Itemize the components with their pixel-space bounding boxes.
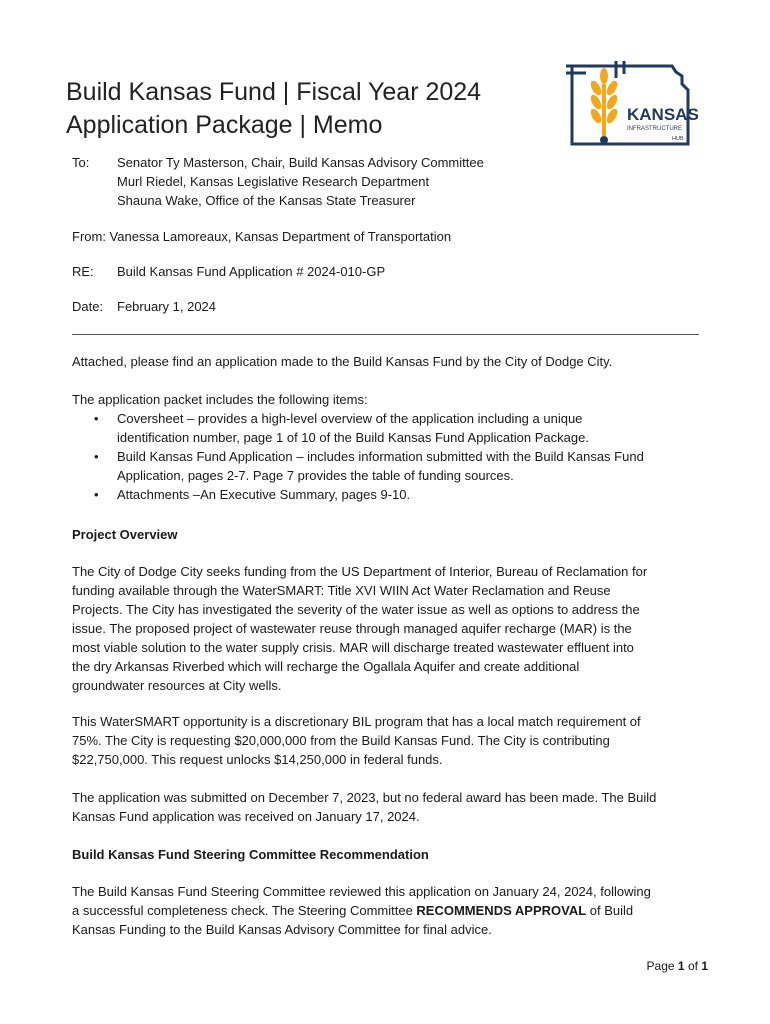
paragraph-line: The application was submitted on December 7, 2023, but no federal award has been made. The Build	[72, 790, 657, 805]
packet-items-list	[72, 409, 692, 504]
paragraph-line: the dry Arkansas Riverbed which will recharge the Ogallala Aquifer and create additional	[72, 659, 580, 674]
project-overview-heading: Project Overview	[72, 527, 178, 542]
list-item-line: Coversheet – provides a high-level overview of the application including a unique	[117, 411, 583, 426]
bullet-icon: •	[94, 487, 99, 502]
recommendation-emphasis: RECOMMENDS APPROVAL	[416, 903, 587, 918]
re-label: RE:	[72, 264, 94, 279]
to-label: To:	[72, 155, 90, 170]
re-value: Build Kansas Fund Application # 2024-010-GP	[117, 264, 386, 279]
from-line: From: Vanessa Lamoreaux, Kansas Department of Transportation	[72, 229, 452, 244]
recipient-3: Shauna Wake, Office of the Kansas State Treasurer	[117, 193, 416, 208]
paragraph-line: Kansas Fund application was received on January 17, 2024.	[72, 809, 420, 824]
list-item-line: Application, pages 2-7. Page 7 provides the table of funding sources.	[117, 468, 514, 483]
re-block	[72, 262, 672, 281]
kansas-infrastructure-hub-logo	[564, 56, 710, 152]
list-item	[72, 447, 692, 485]
paragraph-line: Projects. The City has investigated the severity of the water issue as well as options to address the	[72, 602, 640, 617]
list-item	[72, 485, 692, 504]
paragraph-line: funding available through the WaterSMART: Title XVI WIIN Act Water Reclamation and Reuse	[72, 583, 611, 598]
logo-tag: HUB	[672, 136, 684, 142]
date-label: Date:	[72, 299, 104, 314]
paragraph-text: of Build	[586, 903, 634, 918]
paragraph-line: This WaterSMART opportunity is a discretionary BIL program that has a local match requirement of	[72, 714, 641, 729]
logo-word: KANSAS	[627, 105, 699, 124]
to-block	[72, 153, 672, 213]
date-block	[72, 297, 672, 316]
recommendation-heading: Build Kansas Fund Steering Committee Recommendation	[72, 847, 429, 862]
recipient-1: Senator Ty Masterson, Chair, Build Kansas Advisory Committee	[117, 155, 484, 170]
page-word: Page	[646, 959, 675, 973]
page-total: 1	[701, 959, 708, 973]
paragraph-text: a successful completeness check. The Steering Committee	[72, 903, 417, 918]
paragraph-line: 75%. The City is requesting $20,000,000 from the Build Kansas Fund. The City is contributing	[72, 733, 610, 748]
header-divider	[72, 334, 699, 335]
paragraph-line: The Build Kansas Fund Steering Committee reviewed this application on January 24, 2024, following	[72, 884, 651, 899]
recommendation-paragraph	[72, 882, 702, 939]
list-item-line: Attachments –An Executive Summary, pages 9-10.	[117, 487, 411, 502]
packet-intro-text: The application packet includes the following items:	[72, 392, 368, 407]
paragraph-line: most viable solution to the water supply crisis. MAR will discharge treated wastewater effluent into	[72, 640, 634, 655]
paragraph-line: $22,750,000. This request unlocks $14,250,000 in federal funds.	[72, 752, 443, 767]
bullet-icon: •	[94, 411, 99, 426]
paragraph-line: issue. The proposed project of wastewater reuse through managed aquifer recharge (MAR) is the	[72, 621, 632, 636]
intro-text: Attached, please find an application made to the Build Kansas Fund by the City of Dodge City.	[72, 354, 613, 369]
page-of: of	[687, 959, 698, 973]
paragraph-line: groundwater resources at City wells.	[72, 678, 282, 693]
logo-subtitle: INFRASTRUCTURE	[627, 126, 682, 132]
overview-paragraph-2	[72, 712, 702, 769]
list-item-line: identification number, page 1 of 10 of the Build Kansas Fund Application Package.	[117, 430, 589, 445]
page-current: 1	[677, 959, 685, 973]
paragraph-line: Kansas Funding to the Build Kansas Advisory Committee for final advice.	[72, 922, 492, 937]
paragraph-line: The City of Dodge City seeks funding from the US Department of Interior, Bureau of Reclamation for	[72, 564, 648, 579]
page-number	[647, 959, 708, 973]
page-title	[66, 76, 536, 142]
to-recipients	[117, 153, 484, 210]
paragraph-line	[72, 901, 702, 920]
intro-paragraph	[72, 352, 702, 371]
recipient-2: Murl Riedel, Kansas Legislative Research Department	[117, 174, 430, 189]
packet-intro	[72, 390, 702, 409]
bullet-icon: •	[94, 449, 99, 464]
list-item-line: Build Kansas Fund Application – includes information submitted with the Build Kansas Fund	[117, 449, 644, 464]
title-line-2: Application Package | Memo	[66, 111, 383, 139]
overview-paragraph-1	[72, 562, 702, 695]
overview-paragraph-3	[72, 788, 702, 826]
list-item	[72, 409, 692, 447]
title-line-1: Build Kansas Fund | Fiscal Year 2024	[66, 78, 482, 106]
date-value: February 1, 2024	[117, 299, 217, 314]
